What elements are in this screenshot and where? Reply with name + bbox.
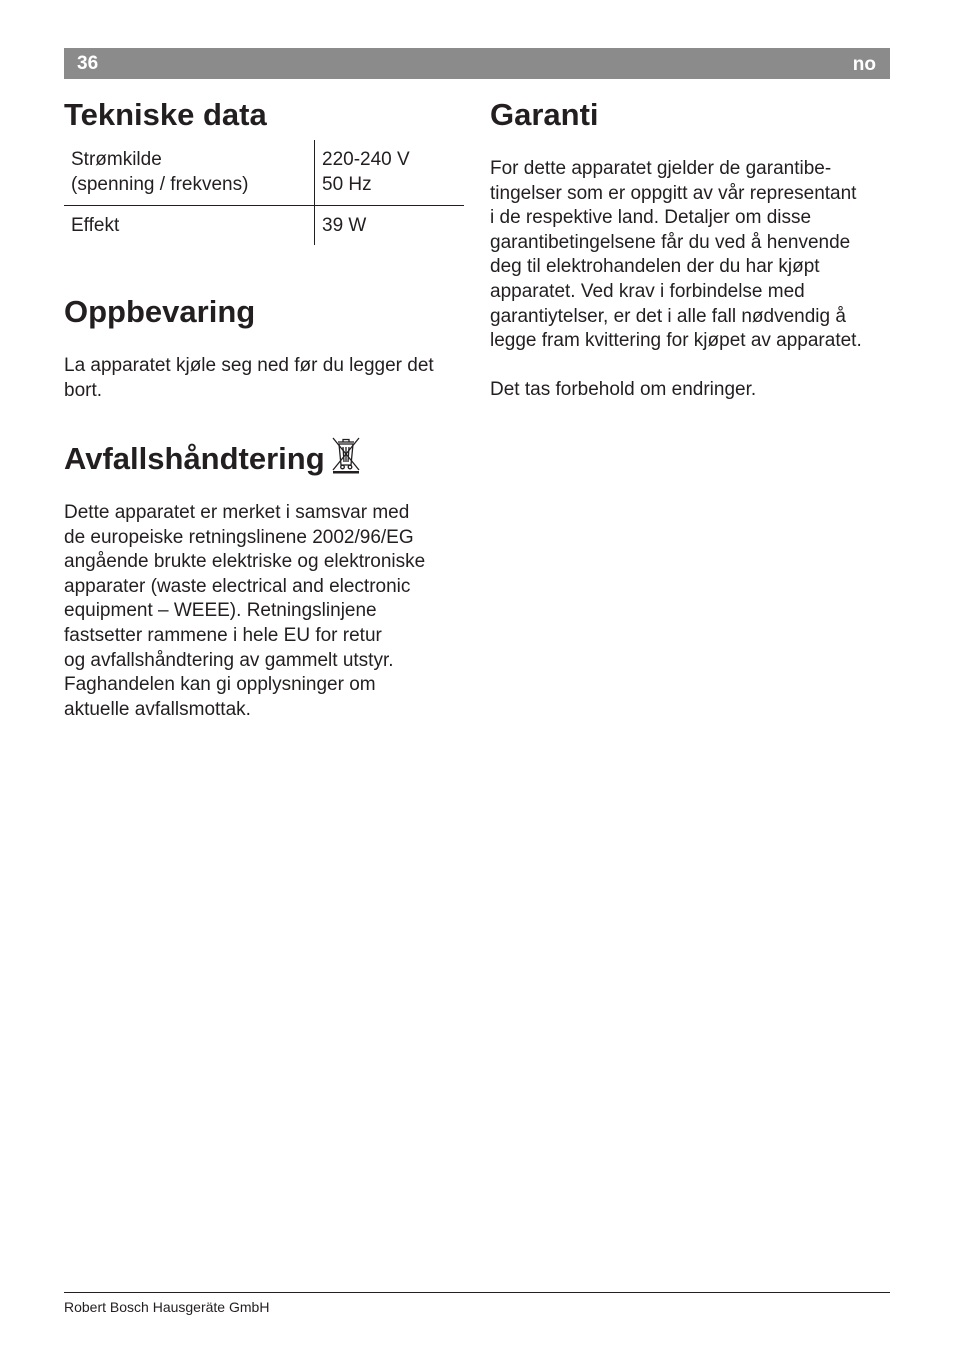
avfall-text: Dette apparatet er merket i samsvar med de europeiske retningslinene 2002/96/EG angående brukte elektriske og elektroniske apparater (waste electrical and electronic equipment – WEEE). Retningslinjene fastsetter rammene i hele EU for retur og avfallshåndtering av gammelt utstyr. Faghandelen kan gi opplysninger om aktuelle avfallsmottak. [64,502,426,720]
page-header-bar [64,48,890,79]
spec-label: Strømkilde (spenning / frekvens) [71,149,249,195]
page-number: 36 [77,53,99,74]
garanti-note: Det tas forbehold om endringer. [490,379,757,400]
table-divider-vertical [314,140,315,205]
garanti-title: Garanti [490,97,599,132]
spec-row-power-source [64,140,464,205]
spec-table [64,140,464,245]
spec-value: 39 W [322,215,367,236]
footer-divider [64,1292,890,1293]
tekniske-data-title: Tekniske data [64,97,267,132]
garanti-text: For dette apparatet gjelder de garantibe- tingelser som er oppgitt av vår representant i de respektive land. Detaljer om disse garantibetingelsene får du ved å henvende deg til elektrohandelen der du har kjøpt apparatet. Ved krav i forbindelse med garantiytelser, er det i alle fall nødvendig å legge fram kvittering for kjøpet av apparatet. [490,158,862,352]
oppbevaring-text: La apparatet kjøle seg ned før du legger det bort. [64,355,434,401]
spec-label: Effekt [71,215,120,236]
language-code: no [852,54,876,75]
crossed-out-wheelie-bin-icon [331,436,361,482]
spec-row-power [64,206,464,245]
avfall-title: Avfallshåndtering [64,438,361,484]
oppbevaring-title: Oppbevaring [64,294,256,329]
table-divider-vertical [314,206,315,245]
footer-company: Robert Bosch Hausgeräte GmbH [64,1299,270,1315]
spec-value: 220-240 V 50 Hz [322,149,410,195]
